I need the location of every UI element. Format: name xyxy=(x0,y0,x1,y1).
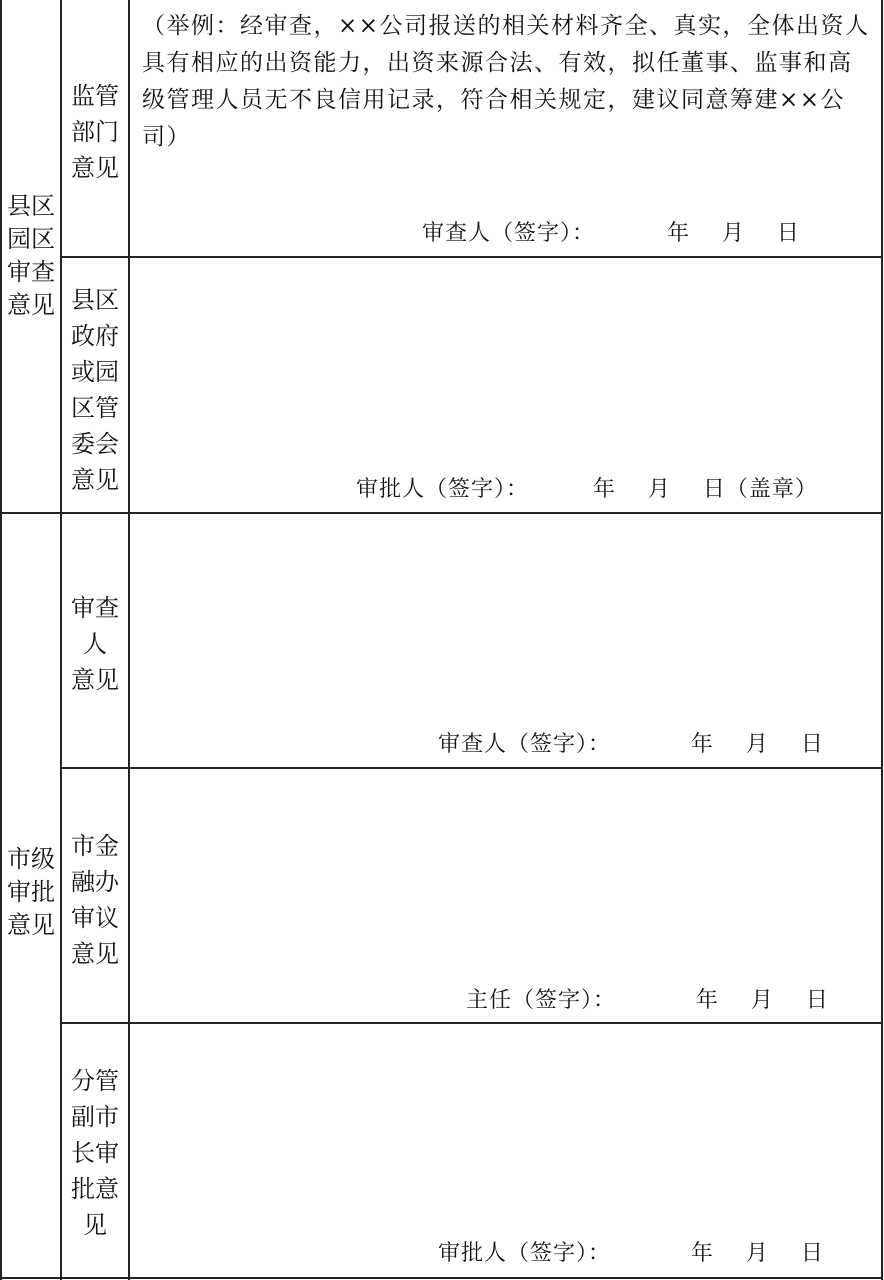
column-divider-label xyxy=(128,0,130,1280)
category-city-approval: 市级 审批 意见 xyxy=(7,845,55,939)
signature-line-vice-mayor: 审批人（签字）： 年 月 日 xyxy=(438,1241,824,1266)
signature-line-director: 主任（签字）： 年 月 日 xyxy=(466,988,829,1013)
row-label-reviewer-opinion: 审查 人 意见 xyxy=(71,594,119,694)
table-border-right xyxy=(881,0,883,1280)
section-divider xyxy=(0,512,883,514)
row-label-vice-mayor: 分管 副市 长审 批意 见 xyxy=(71,1067,119,1239)
signature-line-reviewer: 审查人（签字）： 年 月 日 xyxy=(422,221,800,246)
row-label-supervision-dept: 监管 部门 意见 xyxy=(71,82,119,182)
row-label-finance-office: 市金 融办 审议 意见 xyxy=(71,832,119,968)
table-border-bottom xyxy=(0,1277,883,1279)
signature-line-city-reviewer: 审查人（签字）： 年 月 日 xyxy=(438,732,824,757)
column-divider-category xyxy=(60,0,62,1280)
table-border-left xyxy=(0,0,2,1280)
signature-line-approver-seal: 审批人（签字）： 年 月 日（盖章） xyxy=(356,477,818,502)
category-county-review: 县区 园区 审查 意见 xyxy=(7,192,55,319)
row-divider-4 xyxy=(62,1022,883,1024)
row-divider-1 xyxy=(62,256,883,258)
row-label-county-government: 县区 政府 或园 区管 委会 意见 xyxy=(71,286,119,494)
example-opinion-text: （举例：经审查，××公司报送的相关材料齐全、真实，全体出资人具有相应的出资能力，出资来源合法、有效，拟任董事、监事和高级管理人员无不良信用记录，符合相关规定，建议同意筹建××公司） xyxy=(142,13,870,150)
row-divider-3 xyxy=(62,767,883,769)
